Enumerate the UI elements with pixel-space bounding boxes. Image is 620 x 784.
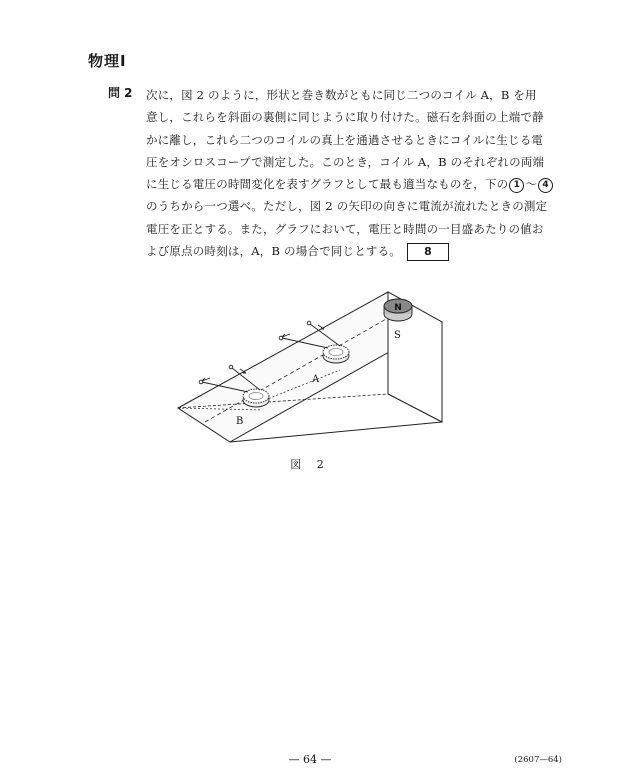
magnet-icon [384,299,412,321]
choice-range-separator: 〜 [525,177,538,192]
figure-caption: 図 2 [290,458,330,471]
question-line: のうちから一つ選べ。ただし，図 2 の矢印の向きに電流が流れたときの測定 [146,199,548,214]
coil-b-label: B [236,416,244,427]
question-line: に生じる電圧の時間変化を表すグラフとして最も適当なものを，下の [146,177,509,192]
answer-box: 8 [407,243,449,261]
coil-a-label: A [312,374,320,385]
question-line: 意し，これらを斜面の裏側に同じように取り付けた。磁石を斜面の上端で静 [146,110,544,125]
question-label: 問 2 [108,86,133,100]
question-line: よび原点の時刻は，A，B の場合で同じとする。 [146,244,402,259]
page-number: — 64 — [288,753,332,766]
question-line: 電圧を正とする。また，グラフにおいて，電圧と時間の一目盛あたりの値お [146,221,544,236]
magnet-s-label: S [394,330,401,341]
question-line: 次に，図 2 のように，形状と巻き数がともに同じ二つのコイル A，B を用 [146,88,537,102]
question-text [146,84,549,262]
choice-number-first: 1 [509,178,524,193]
question-line-with-answer [146,240,536,262]
question-line: 圧をオシロスコープで測定した。このとき，コイル A，B のそれぞれの両端 [146,154,545,169]
question-line: かに離し，これら二つのコイルの真上を通過させるときにコイルに生じる電 [146,132,544,147]
incline-figure [170,282,460,452]
choice-number-last: 4 [538,178,553,193]
exam-code: (2607—64) [514,755,562,765]
question-line-with-choices [146,173,549,195]
subject-heading: 物理Ⅰ [88,52,127,70]
magnet-n-label: N [394,303,402,313]
